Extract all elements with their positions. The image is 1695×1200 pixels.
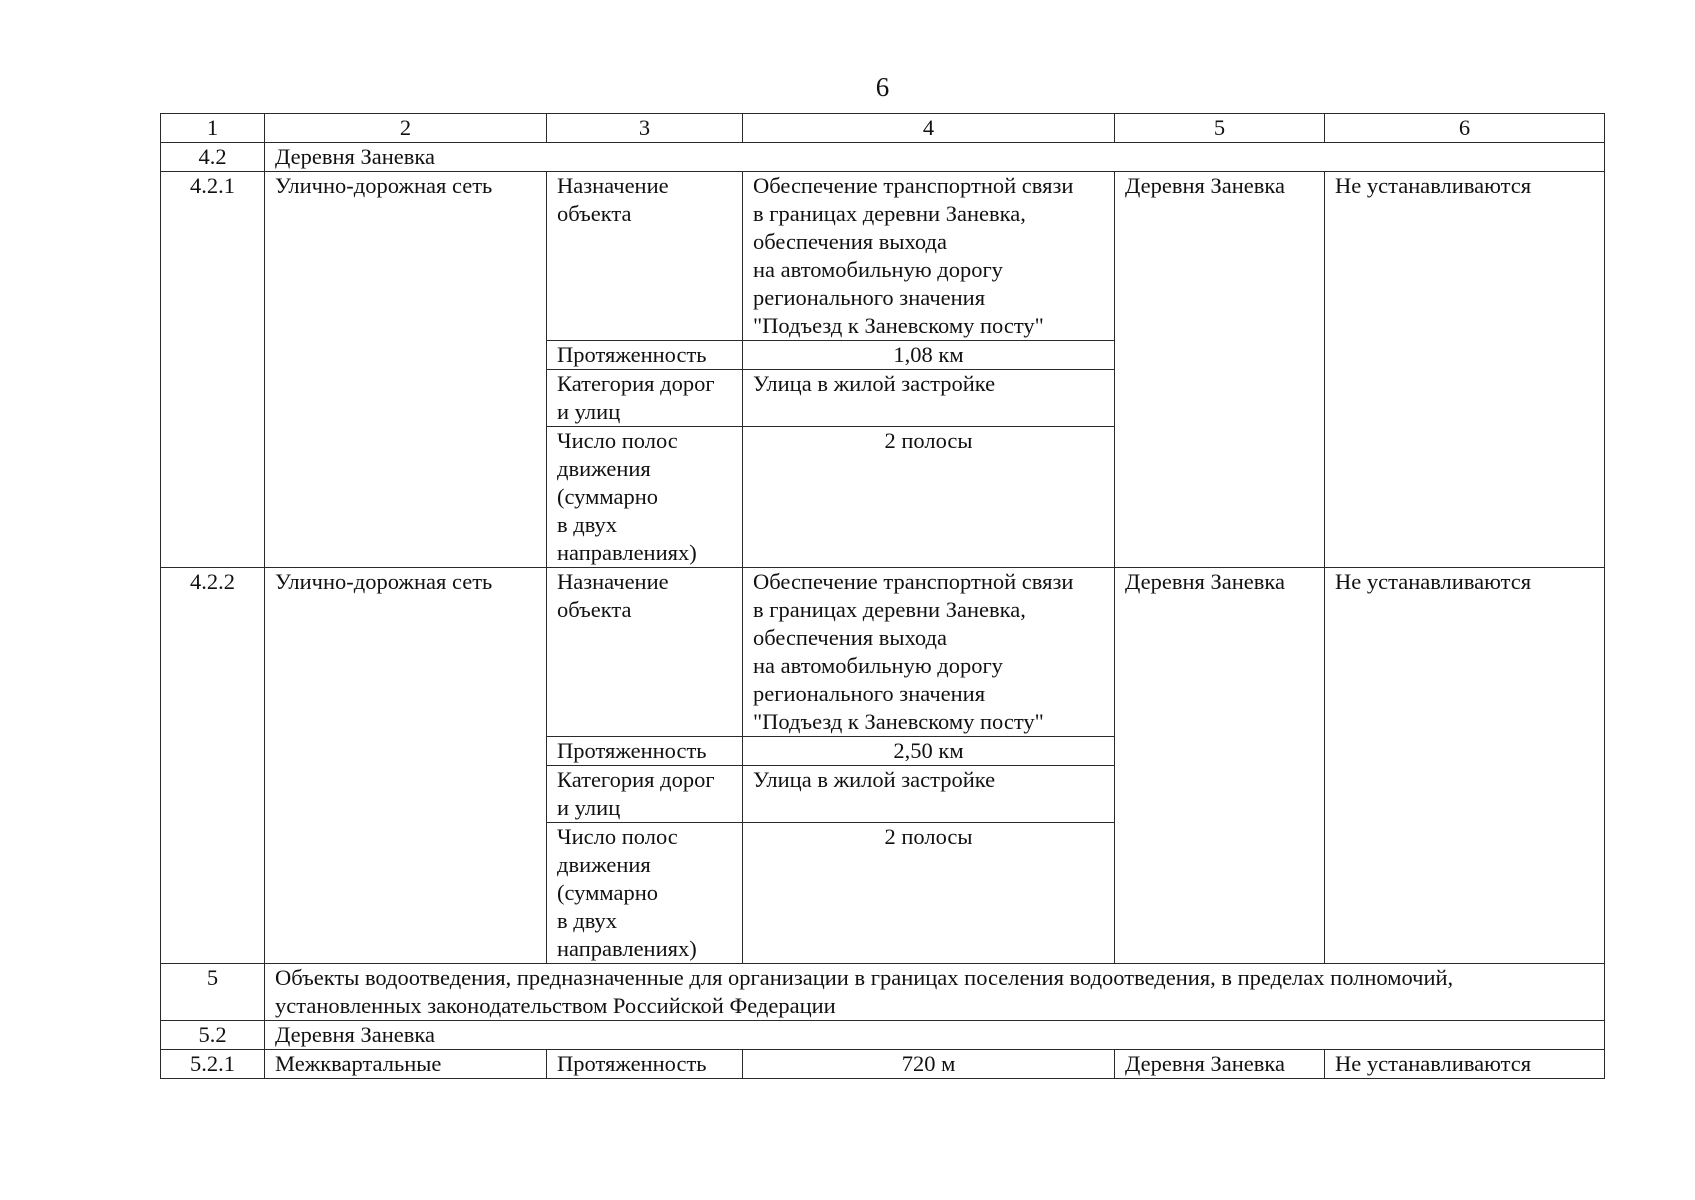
param-label: Протяженность [547, 341, 743, 370]
param-value: Улица в жилой застройке [743, 370, 1115, 427]
column-header: 1 [161, 114, 265, 143]
column-header: 3 [547, 114, 743, 143]
object-location: Деревня Заневка [1115, 172, 1325, 568]
object-zones: Не устанавливаются [1325, 1050, 1605, 1079]
param-value: 2 полосы [743, 427, 1115, 568]
table-row [161, 172, 1605, 341]
section-title: Деревня Заневка [265, 143, 1605, 172]
param-value: Обеспечение транспортной связи в границах деревни Заневка, обеспечения выхода на автомобильную дорогу регионального значения "Подъезд к Заневскому посту" [743, 172, 1115, 341]
section-number: 5.2 [161, 1021, 265, 1050]
param-value: 2,50 км [743, 737, 1115, 766]
param-label: Назначение объекта [547, 172, 743, 341]
object-number: 4.2.2 [161, 568, 265, 964]
param-label: Число полос движения (суммарно в двух направлениях) [547, 823, 743, 964]
object-zones: Не устанавливаются [1325, 568, 1605, 964]
param-label: Категория дорог и улиц [547, 370, 743, 427]
param-label: Назначение объекта [547, 568, 743, 737]
param-value: 2 полосы [743, 823, 1115, 964]
section-row [161, 143, 1605, 172]
object-location: Деревня Заневка [1115, 1050, 1325, 1079]
param-value: Улица в жилой застройке [743, 766, 1115, 823]
object-name: Улично-дорожная сеть [265, 568, 547, 964]
column-header: 6 [1325, 114, 1605, 143]
object-zones: Не устанавливаются [1325, 172, 1605, 568]
section-title: Объекты водоотведения, предназначенные для организации в границах поселения водоотведения, в пределах полномочий, установленных законодательством Российской Федерации [265, 964, 1605, 1021]
object-name: Улично-дорожная сеть [265, 172, 547, 568]
param-label: Протяженность [547, 737, 743, 766]
object-number: 5.2.1 [161, 1050, 265, 1079]
table-row [161, 568, 1605, 737]
section-row [161, 964, 1605, 1021]
param-label: Число полос движения (суммарно в двух направлениях) [547, 427, 743, 568]
column-header: 5 [1115, 114, 1325, 143]
param-value: 1,08 км [743, 341, 1115, 370]
object-location: Деревня Заневка [1115, 568, 1325, 964]
objects-table [160, 113, 1605, 1079]
column-header: 4 [743, 114, 1115, 143]
param-value: 720 м [743, 1050, 1115, 1079]
object-name: Межквартальные [265, 1050, 547, 1079]
section-number: 4.2 [161, 143, 265, 172]
section-row [161, 1021, 1605, 1050]
param-label: Протяженность [547, 1050, 743, 1079]
section-number: 5 [161, 964, 265, 1021]
table-row [161, 1050, 1605, 1079]
param-label: Категория дорог и улиц [547, 766, 743, 823]
page-number: 6 [875, 72, 890, 102]
param-value: Обеспечение транспортной связи в границах деревни Заневка, обеспечения выхода на автомобильную дорогу регионального значения "Подъезд к Заневскому посту" [743, 568, 1115, 737]
section-title: Деревня Заневка [265, 1021, 1605, 1050]
column-header: 2 [265, 114, 547, 143]
table-header-row [161, 114, 1605, 143]
object-number: 4.2.1 [161, 172, 265, 568]
